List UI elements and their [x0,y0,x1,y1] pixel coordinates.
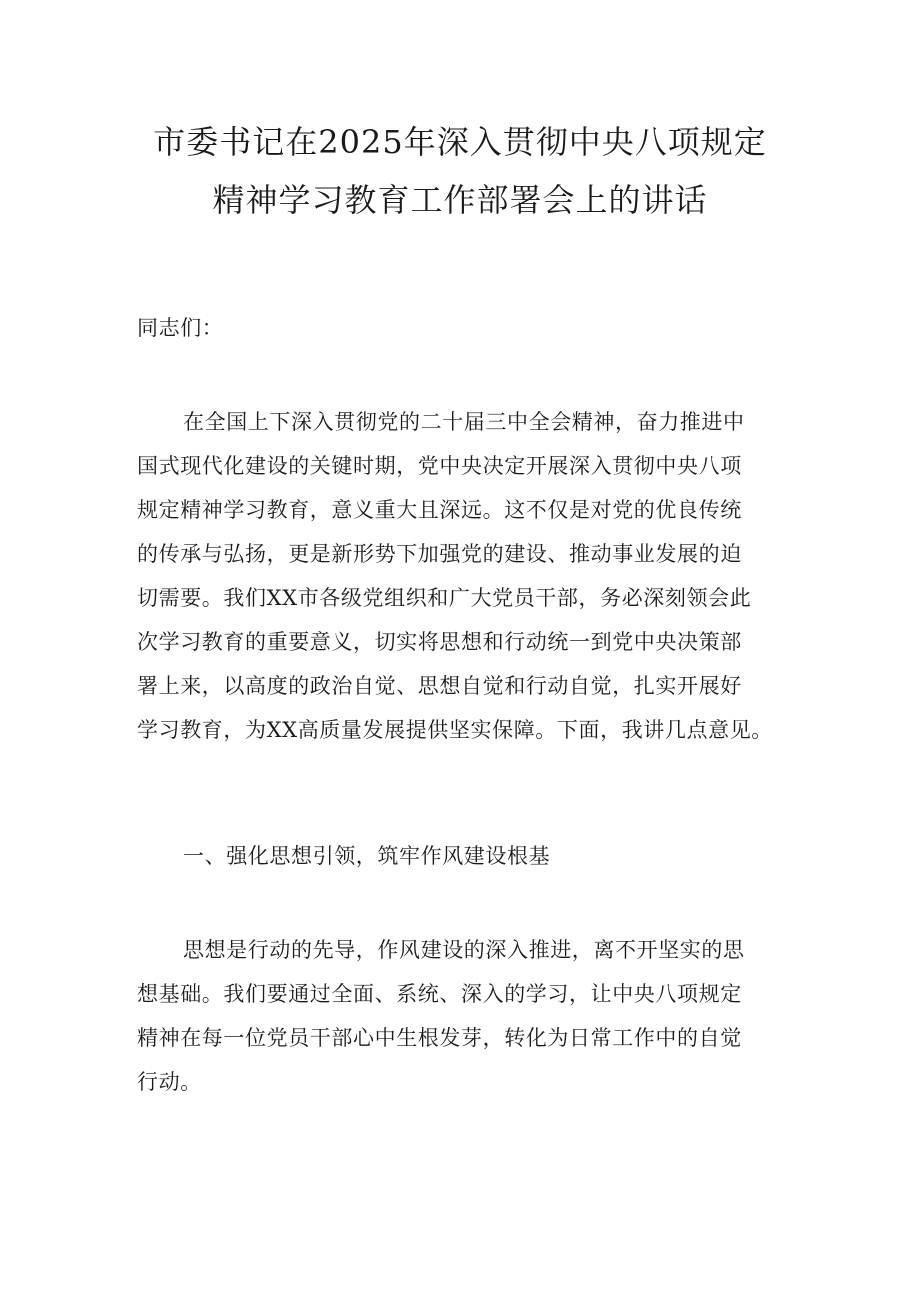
section-heading-1 [137,834,797,878]
paragraph-line: 想基础。我们要通过全面、系统、深入的学习，让中央八项规定 [137,982,742,1006]
paragraph-line: 思想是行动的先导，作风建设的深入推进，离不开坚实的思 [183,938,745,962]
salutation [137,306,797,350]
title-line: 精神学习教育工作部署会上的讲话 [212,181,708,219]
paragraph-line: 规定精神学习教育，意义重大且深远。这不仅是对党的优良传统 [137,498,742,522]
section-heading-text: 一、强化思想引领，筑牢作风建设根基 [183,844,551,868]
paragraph-line: 在全国上下深入贯彻党的二十届三中全会精神，奋力推进中 [183,410,745,434]
paragraph-line: 国式现代化建设的关键时期，党中央决定开展深入贯彻中央八项 [137,454,742,478]
salutation-text: 同志们： [137,316,224,340]
paragraph-line: 切需要。我们XX市各级党组织和广大党员干部，务必深刻领会此 [137,586,752,610]
title-line: 市委书记在2025年深入贯彻中央八项规定 [153,123,767,161]
paragraph-line: 行动。 [137,1070,202,1094]
paragraph-intro [137,400,797,752]
paragraph-line: 的传承与弘扬，更是新形势下加强党的建设、推动事业发展的迫 [137,542,742,566]
document-title [100,113,820,229]
paragraph-line: 署上来，以高度的政治自觉、思想自觉和行动自觉，扎实开展好 [137,674,742,698]
paragraph-line: 次学习教育的重要意义，切实将思想和行动统一到党中央决策部 [137,630,742,654]
paragraph-section-1 [137,928,797,1104]
paragraph-line: 学习教育，为XX高质量发展提供坚实保障。下面，我讲几点意见。 [137,718,773,742]
paragraph-line: 精神在每一位党员干部心中生根发芽，转化为日常工作中的自觉 [137,1026,742,1050]
